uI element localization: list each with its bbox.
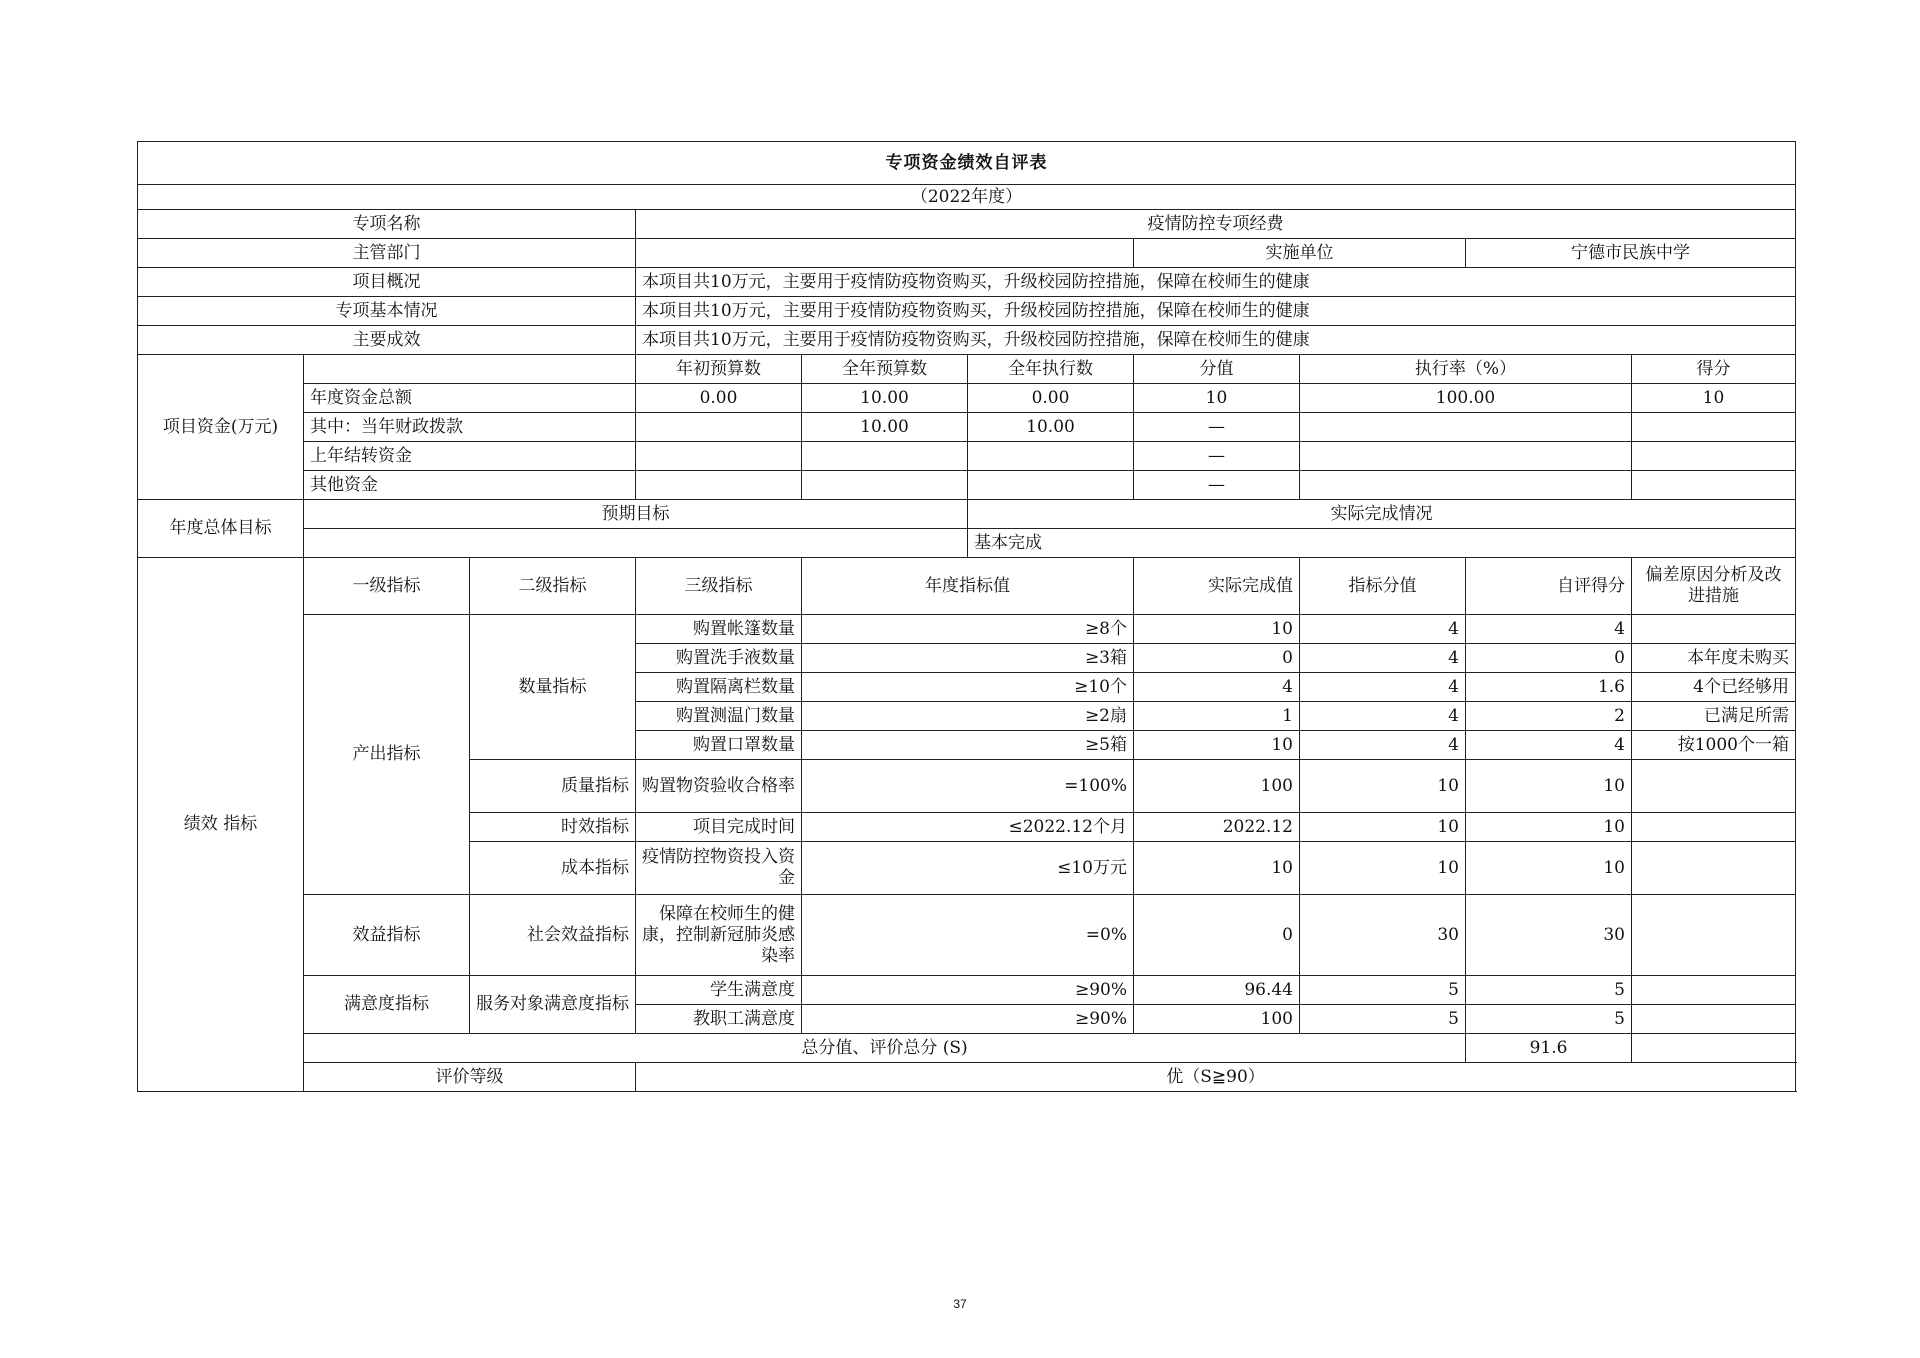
indicator-target: =0% bbox=[802, 895, 1134, 976]
funds-header: 得分 bbox=[1632, 355, 1796, 384]
indicator-score-value: 5 bbox=[1300, 976, 1466, 1005]
funds-header: 全年执行数 bbox=[968, 355, 1134, 384]
label-department: 主管部门 bbox=[138, 239, 636, 268]
indicator-actual: 10 bbox=[1134, 731, 1300, 760]
funds-header: 分值 bbox=[1134, 355, 1300, 384]
goal-expected-value bbox=[304, 529, 968, 558]
funds-cell: — bbox=[1134, 413, 1300, 442]
indicator-score-value: 4 bbox=[1300, 673, 1466, 702]
indicator-note: 已满足所需 bbox=[1632, 702, 1796, 731]
indicator-self-score: 5 bbox=[1466, 1005, 1632, 1034]
funds-cell: 10 bbox=[1134, 384, 1300, 413]
funds-cell bbox=[802, 471, 968, 500]
goal-expected-label: 预期目标 bbox=[304, 500, 968, 529]
funds-cell: — bbox=[1134, 442, 1300, 471]
indicator-l3: 项目完成时间 bbox=[636, 813, 802, 842]
value-basic-situation: 本项目共10万元，主要用于疫情防疫物资购买，升级校园防控措施，保障在校师生的健康 bbox=[636, 297, 1796, 326]
indicator-note bbox=[1632, 1005, 1796, 1034]
funds-cell: 10.00 bbox=[802, 384, 968, 413]
indicator-target: ≥8个 bbox=[802, 615, 1134, 644]
indicator-score-value: 4 bbox=[1300, 731, 1466, 760]
indicator-self-score: 10 bbox=[1466, 760, 1632, 813]
funds-header: 全年预算数 bbox=[802, 355, 968, 384]
level2-cost: 成本指标 bbox=[470, 842, 636, 895]
funds-row-name: 上年结转资金 bbox=[304, 442, 636, 471]
indicator-score-value: 4 bbox=[1300, 644, 1466, 673]
value-overview: 本项目共10万元，主要用于疫情防疫物资购买，升级校园防控措施，保障在校师生的健康 bbox=[636, 268, 1796, 297]
indicator-target: =100% bbox=[802, 760, 1134, 813]
indicator-self-score: 10 bbox=[1466, 842, 1632, 895]
indicator-l3: 购置测温门数量 bbox=[636, 702, 802, 731]
funds-cell bbox=[636, 471, 802, 500]
indicator-score-value: 30 bbox=[1300, 895, 1466, 976]
value-department bbox=[636, 239, 1134, 268]
funds-cell bbox=[802, 442, 968, 471]
performance-evaluation-table bbox=[137, 141, 1796, 1092]
indicator-l3: 购置洗手液数量 bbox=[636, 644, 802, 673]
funds-cell bbox=[968, 471, 1134, 500]
label-overview: 项目概况 bbox=[138, 268, 636, 297]
indicator-target: ≥3箱 bbox=[802, 644, 1134, 673]
indicator-target: ≤10万元 bbox=[802, 842, 1134, 895]
indicator-score-value: 4 bbox=[1300, 615, 1466, 644]
indicator-note bbox=[1632, 760, 1796, 813]
funds-row-name: 其中：当年财政拨款 bbox=[304, 413, 636, 442]
funds-cell bbox=[968, 442, 1134, 471]
indicator-header: 自评得分 bbox=[1466, 558, 1632, 615]
funds-cell: 10.00 bbox=[802, 413, 968, 442]
indicator-note: 按1000个一箱 bbox=[1632, 731, 1796, 760]
funds-cell: 10 bbox=[1632, 384, 1796, 413]
funds-cell bbox=[1300, 442, 1632, 471]
funds-header-blank bbox=[304, 355, 636, 384]
funds-cell: 10.00 bbox=[968, 413, 1134, 442]
indicator-score-value: 10 bbox=[1300, 842, 1466, 895]
form-title: 专项资金绩效自评表 bbox=[138, 142, 1796, 185]
level2-timeliness: 时效指标 bbox=[470, 813, 636, 842]
indicator-target: ≥90% bbox=[802, 1005, 1134, 1034]
indicator-l3: 学生满意度 bbox=[636, 976, 802, 1005]
indicator-target: ≥90% bbox=[802, 976, 1134, 1005]
indicator-actual: 100 bbox=[1134, 1005, 1300, 1034]
funds-cell bbox=[1632, 471, 1796, 500]
indicator-self-score: 5 bbox=[1466, 976, 1632, 1005]
indicator-l3: 购置隔离栏数量 bbox=[636, 673, 802, 702]
indicator-actual: 10 bbox=[1134, 842, 1300, 895]
indicator-target: ≥10个 bbox=[802, 673, 1134, 702]
funds-cell bbox=[636, 442, 802, 471]
indicator-l3: 购置口罩数量 bbox=[636, 731, 802, 760]
label-grade: 评价等级 bbox=[304, 1063, 636, 1092]
funds-cell bbox=[1300, 413, 1632, 442]
label-project-name: 专项名称 bbox=[138, 210, 636, 239]
funds-row-name: 年度资金总额 bbox=[304, 384, 636, 413]
indicator-actual: 10 bbox=[1134, 615, 1300, 644]
funds-header: 年初预算数 bbox=[636, 355, 802, 384]
indicator-header: 三级指标 bbox=[636, 558, 802, 615]
funds-cell bbox=[636, 413, 802, 442]
page-number: 37 bbox=[953, 1297, 967, 1311]
indicator-actual: 1 bbox=[1134, 702, 1300, 731]
funds-cell: — bbox=[1134, 471, 1300, 500]
indicator-note bbox=[1632, 976, 1796, 1005]
indicator-self-score: 4 bbox=[1466, 615, 1632, 644]
indicator-actual: 100 bbox=[1134, 760, 1300, 813]
indicator-self-score: 1.6 bbox=[1466, 673, 1632, 702]
indicator-note bbox=[1632, 842, 1796, 895]
funds-cell bbox=[1632, 442, 1796, 471]
label-annual-target: 年度总体目标 bbox=[138, 500, 304, 558]
indicator-actual: 96.44 bbox=[1134, 976, 1300, 1005]
indicator-header: 偏差原因分析及改进措施 bbox=[1632, 558, 1796, 615]
indicator-header: 一级指标 bbox=[304, 558, 470, 615]
indicator-score-value: 10 bbox=[1300, 813, 1466, 842]
indicator-l3: 保障在校师生的健康，控制新冠肺炎感染率 bbox=[636, 895, 802, 976]
level2-quantity: 数量指标 bbox=[470, 615, 636, 760]
indicator-self-score: 0 bbox=[1466, 644, 1632, 673]
total-blank bbox=[1632, 1034, 1796, 1063]
level2-service-satisfaction: 服务对象满意度指标 bbox=[470, 976, 636, 1034]
indicator-header: 年度指标值 bbox=[802, 558, 1134, 615]
label-performance: 绩效 指标 bbox=[138, 558, 304, 1092]
indicator-actual: 2022.12 bbox=[1134, 813, 1300, 842]
indicator-header: 指标分值 bbox=[1300, 558, 1466, 615]
indicator-target: ≥5箱 bbox=[802, 731, 1134, 760]
value-achievements: 本项目共10万元，主要用于疫情防疫物资购买，升级校园防控措施，保障在校师生的健康 bbox=[636, 326, 1796, 355]
form-year: （2022年度） bbox=[138, 185, 1796, 210]
label-funds: 项目资金(万元) bbox=[138, 355, 304, 500]
indicator-note bbox=[1632, 813, 1796, 842]
total-score: 91.6 bbox=[1466, 1034, 1632, 1063]
indicator-l3: 购置帐篷数量 bbox=[636, 615, 802, 644]
funds-cell: 0.00 bbox=[968, 384, 1134, 413]
grade-value: 优（S≧90） bbox=[636, 1063, 1796, 1092]
indicator-note bbox=[1632, 895, 1796, 976]
indicator-target: ≥2扇 bbox=[802, 702, 1134, 731]
funds-cell bbox=[1300, 471, 1632, 500]
indicator-header: 实际完成值 bbox=[1134, 558, 1300, 615]
label-basic-situation: 专项基本情况 bbox=[138, 297, 636, 326]
funds-header: 执行率（%） bbox=[1300, 355, 1632, 384]
indicator-header: 二级指标 bbox=[470, 558, 636, 615]
indicator-self-score: 4 bbox=[1466, 731, 1632, 760]
indicator-note bbox=[1632, 615, 1796, 644]
goal-actual-label: 实际完成情况 bbox=[968, 500, 1796, 529]
indicator-target: ≤2022.12个月 bbox=[802, 813, 1134, 842]
goal-actual-value: 基本完成 bbox=[968, 529, 1796, 558]
indicator-actual: 0 bbox=[1134, 895, 1300, 976]
value-project-name: 疫情防控专项经费 bbox=[636, 210, 1796, 239]
funds-cell: 0.00 bbox=[636, 384, 802, 413]
label-total: 总分值、评价总分 (S) bbox=[304, 1034, 1466, 1063]
level1-output: 产出指标 bbox=[304, 615, 470, 895]
indicator-score-value: 5 bbox=[1300, 1005, 1466, 1034]
indicator-self-score: 2 bbox=[1466, 702, 1632, 731]
indicator-self-score: 10 bbox=[1466, 813, 1632, 842]
indicator-score-value: 10 bbox=[1300, 760, 1466, 813]
indicator-note: 本年度未购买 bbox=[1632, 644, 1796, 673]
funds-row-name: 其他资金 bbox=[304, 471, 636, 500]
indicator-l3: 疫情防控物资投入资金 bbox=[636, 842, 802, 895]
indicator-note: 4个已经够用 bbox=[1632, 673, 1796, 702]
indicator-self-score: 30 bbox=[1466, 895, 1632, 976]
funds-cell bbox=[1632, 413, 1796, 442]
indicator-actual: 0 bbox=[1134, 644, 1300, 673]
level2-quality: 质量指标 bbox=[470, 760, 636, 813]
value-implementer: 宁德市民族中学 bbox=[1466, 239, 1796, 268]
label-implementer: 实施单位 bbox=[1134, 239, 1466, 268]
indicator-l3: 教职工满意度 bbox=[636, 1005, 802, 1034]
indicator-actual: 4 bbox=[1134, 673, 1300, 702]
funds-cell: 100.00 bbox=[1300, 384, 1632, 413]
label-achievements: 主要成效 bbox=[138, 326, 636, 355]
level1-benefit: 效益指标 bbox=[304, 895, 470, 976]
level2-social-benefit: 社会效益指标 bbox=[470, 895, 636, 976]
indicator-l3: 购置物资验收合格率 bbox=[636, 760, 802, 813]
indicator-score-value: 4 bbox=[1300, 702, 1466, 731]
level1-satisfaction: 满意度指标 bbox=[304, 976, 470, 1034]
